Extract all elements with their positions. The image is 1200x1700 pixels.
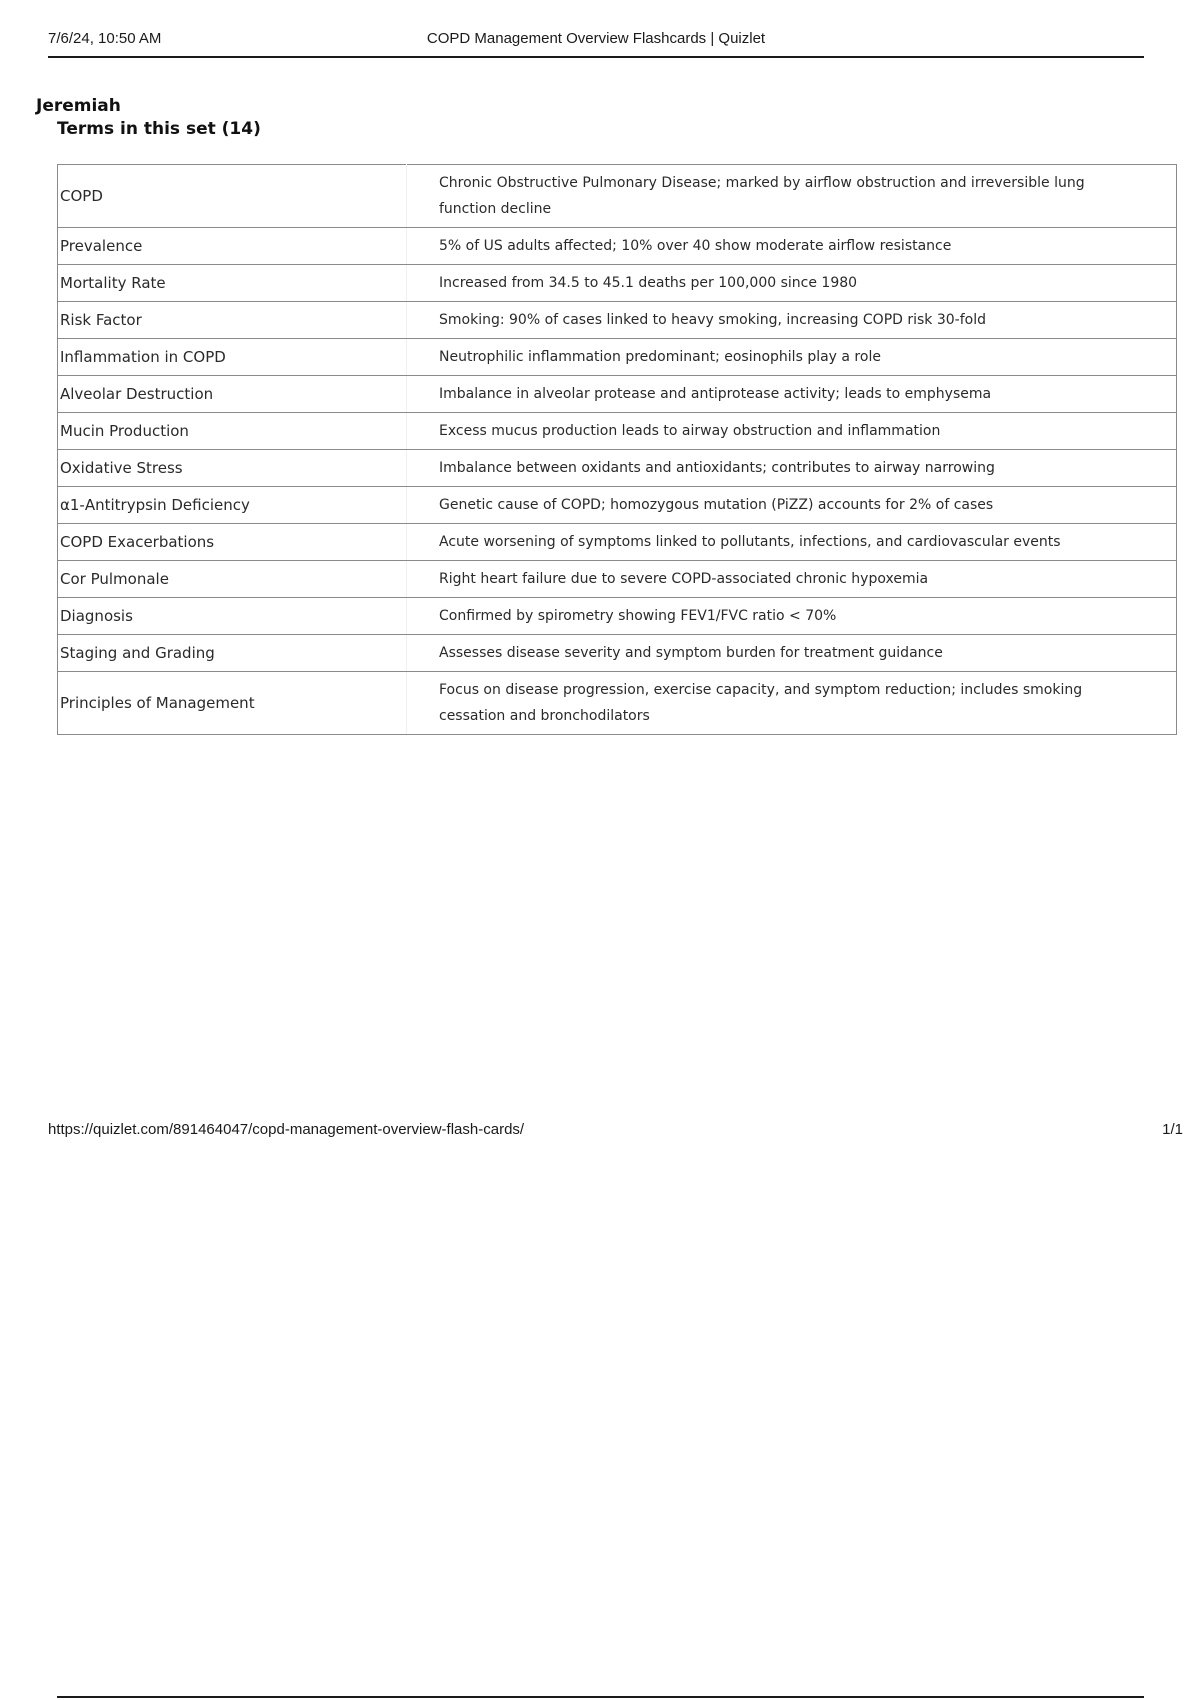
definition-cell: Smoking: 90% of cases linked to heavy smoking, increasing COPD risk 30-fold: [407, 302, 1177, 339]
bottom-divider: [57, 1696, 1144, 1698]
terms-table: [57, 164, 1177, 735]
print-datetime: 7/6/24, 10:50 AM: [48, 30, 162, 47]
definition-cell: Imbalance between oxidants and antioxidants; contributes to airway narrowing: [407, 450, 1177, 487]
term-cell: Diagnosis: [58, 598, 407, 635]
term-cell: Inflammation in COPD: [58, 339, 407, 376]
table-row: [58, 413, 1177, 450]
definition-cell: 5% of US adults affected; 10% over 40 show moderate airflow resistance: [407, 228, 1177, 265]
definition-cell: Right heart failure due to severe COPD-associated chronic hypoxemia: [407, 561, 1177, 598]
definition-cell: Neutrophilic inflammation predominant; eosinophils play a role: [407, 339, 1177, 376]
term-cell: Mortality Rate: [58, 265, 407, 302]
term-cell: Principles of Management: [58, 672, 407, 735]
term-cell: Staging and Grading: [58, 635, 407, 672]
term-cell: Mucin Production: [58, 413, 407, 450]
print-footer: [48, 1121, 1183, 1138]
table-row: [58, 635, 1177, 672]
table-row: [58, 672, 1177, 735]
definition-cell: Excess mucus production leads to airway obstruction and inflammation: [407, 413, 1177, 450]
page-url: https://quizlet.com/891464047/copd-management-overview-flash-cards/: [48, 1121, 525, 1138]
table-row: [58, 487, 1177, 524]
terms-heading: Terms in this set (14): [57, 119, 261, 139]
term-cell: Alveolar Destruction: [58, 376, 407, 413]
term-cell: α1-Antitrypsin Deficiency: [58, 487, 407, 524]
set-owner: Jeremiah: [36, 96, 121, 116]
table-row: [58, 302, 1177, 339]
table-row: [58, 376, 1177, 413]
table-row: [58, 228, 1177, 265]
term-cell: Risk Factor: [58, 302, 407, 339]
definition-cell: Chronic Obstructive Pulmonary Disease; marked by airflow obstruction and irreversible lung function decline: [407, 165, 1177, 228]
definition-cell: Assesses disease severity and symptom burden for treatment guidance: [407, 635, 1177, 672]
definition-cell: Acute worsening of symptoms linked to pollutants, infections, and cardiovascular events: [407, 524, 1177, 561]
table-row: [58, 165, 1177, 228]
term-cell: Prevalence: [58, 228, 407, 265]
term-cell: Cor Pulmonale: [58, 561, 407, 598]
page-number: 1/1: [1162, 1121, 1183, 1138]
definition-cell: Focus on disease progression, exercise capacity, and symptom reduction; includes smoking cessation and bronchodilators: [407, 672, 1177, 735]
print-header: [48, 28, 1144, 58]
definition-cell: Imbalance in alveolar protease and antiprotease activity; leads to emphysema: [407, 376, 1177, 413]
definition-cell: Genetic cause of COPD; homozygous mutation (PiZZ) accounts for 2% of cases: [407, 487, 1177, 524]
definition-cell: Increased from 34.5 to 45.1 deaths per 100,000 since 1980: [407, 265, 1177, 302]
term-cell: COPD: [58, 165, 407, 228]
table-row: [58, 561, 1177, 598]
definition-cell: Confirmed by spirometry showing FEV1/FVC ratio < 70%: [407, 598, 1177, 635]
table-row: [58, 339, 1177, 376]
table-row: [58, 524, 1177, 561]
table-row: [58, 598, 1177, 635]
table-row: [58, 450, 1177, 487]
table-row: [58, 265, 1177, 302]
term-cell: COPD Exacerbations: [58, 524, 407, 561]
print-page-title: COPD Management Overview Flashcards | Quizlet: [426, 30, 766, 47]
term-cell: Oxidative Stress: [58, 450, 407, 487]
